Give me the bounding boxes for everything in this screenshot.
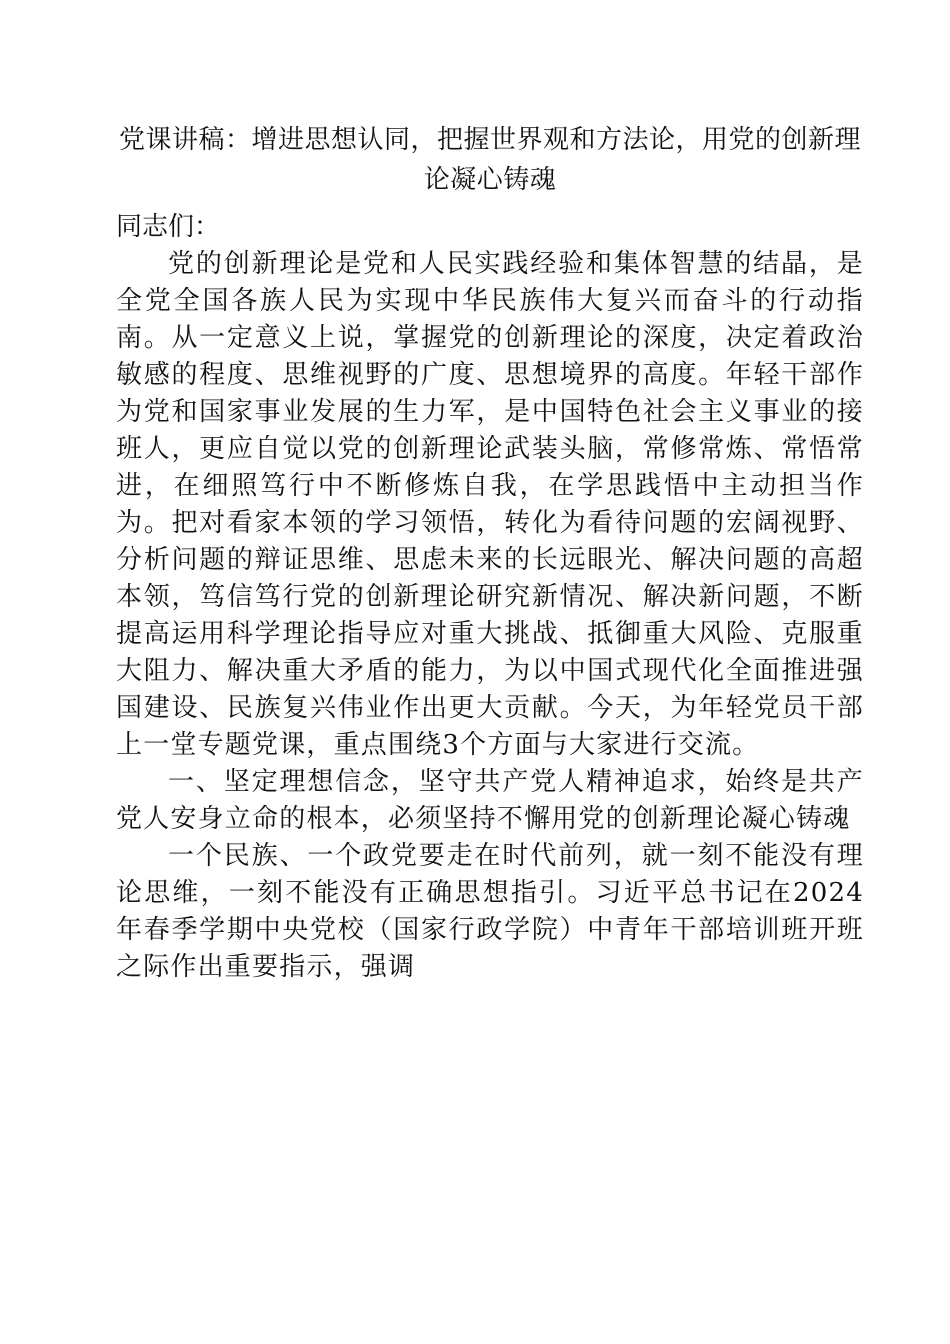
paragraph-intro: 党的创新理论是党和人民实践经验和集体智慧的结晶，是全党全国各族人民为实现中华民族伟大复兴而奋斗的行动指南。从一定意义上说，掌握党的创新理论的深度，决定着政治敏感的程度、思维视野的广度、思想境界的高度。年轻干部作为党和国家事业发展的生力军，是中国特色社会主义事业的接班人，更应自觉以党的创新理论武装头脑，常修常炼、常悟常进，在细照笃行中不断修炼自我，在学思践悟中主动担当作为。把对看家本领的学习领悟，转化为看待问题的宏阔视野、分析问题的辩证思维、思虑未来的长远眼光、解决问题的高超本领，笃信笃行党的创新理论研究新情况、解决新问题，不断提高运用科学理论指导应对重大挑战、抵御重大风险、克服重大阻力、解决重大矛盾的能力，为以中国式现代化全面推进强国建设、民族复兴伟业作出更大贡献。今天，为年轻党员干部上一堂专题党课，重点围绕3个方面与大家进行交流。 xyxy=(116,249,864,760)
document-body xyxy=(116,120,864,986)
document-title: 党课讲稿：增进思想认同，把握世界观和方法论，用党的创新理论凝心铸魂 xyxy=(118,125,861,195)
section-heading-1: 一、坚定理想信念，坚守共产党人精神追求，始终是共产党人安身立命的根本，必须坚持不懈用党的创新理论凝心铸魂 xyxy=(116,767,864,834)
salutation: 同志们： xyxy=(116,212,221,242)
paragraph-section-1: 一个民族、一个政党要走在时代前列，就一刻不能没有理论思维，一刻不能没有正确思想指引。习近平总书记在2024年春季学期中央党校（国家行政学院）中青年干部培训班开班之际作出重要指示，强调 xyxy=(116,841,864,982)
